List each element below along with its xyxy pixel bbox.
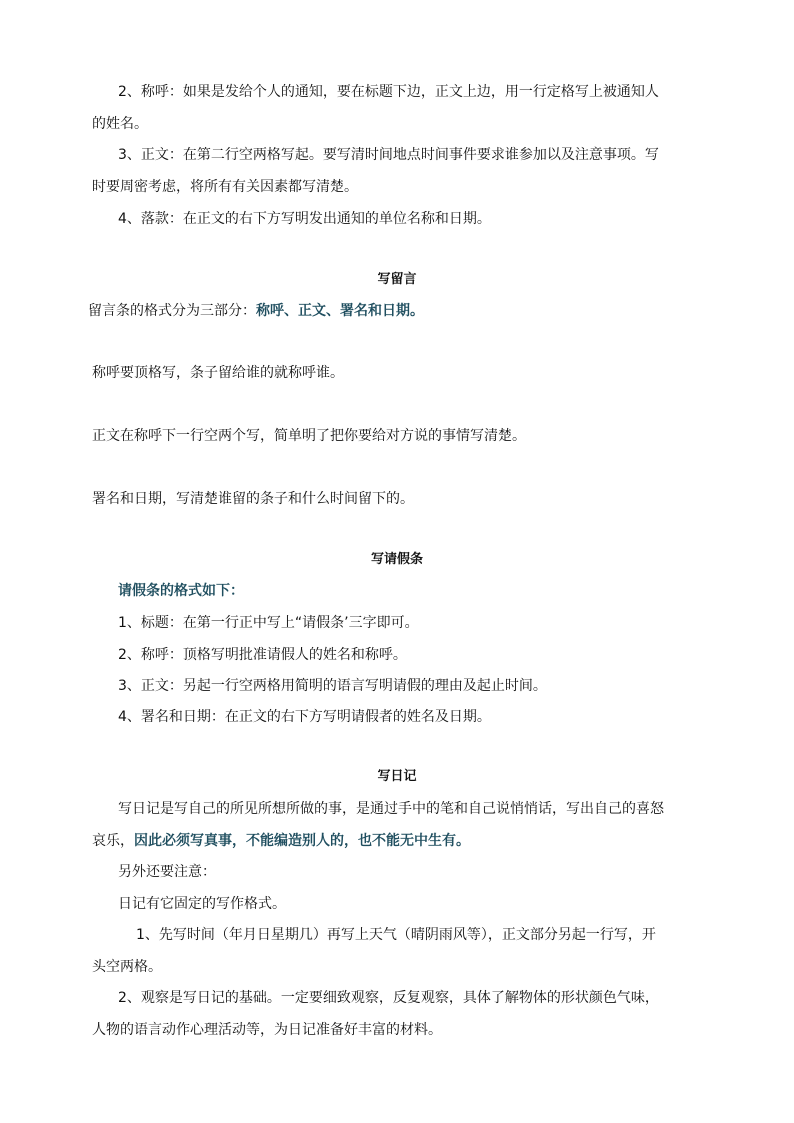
note-intro-text: 留言条的格式分为三部分： — [88, 303, 256, 319]
notice-item2-line2: 的姓名。 — [92, 116, 148, 132]
diary-para3: 日记有它固定的写作格式。 — [118, 896, 286, 912]
notice-item3-line1: 3、正文：在第二行空两格写起。要写清时间地点时间事件要求谁参加以及注意事项。写 — [118, 147, 659, 163]
diary-para1-line2 — [92, 832, 470, 850]
diary-para1-emphasis: 因此必须写真事，不能编造别人的，也不能无中生有。 — [134, 833, 470, 849]
section-title-diary: 写日记 — [377, 769, 417, 784]
diary-para1-line1: 写日记是写自己的所见所想所做的事，是通过手中的笔和自己说悄悄话，写出自己的喜怒 — [118, 801, 664, 817]
note-para1: 称呼要顶格写，条子留给谁的就称呼谁。 — [92, 365, 344, 381]
leave-item1: 1、标题：在第一行正中写上“请假条’三字即可。 — [118, 615, 419, 631]
leave-item2: 2、称呼：顶格写明批准请假人的姓名和称呼。 — [118, 647, 407, 663]
diary-item1-line2: 头空两格。 — [92, 959, 162, 975]
notice-item3-line2: 时要周密考虑，将所有有关因素都写清楚。 — [92, 179, 358, 195]
note-intro-emphasis: 称呼、正文、署名和日期。 — [256, 303, 424, 319]
diary-para1-line2-text: 哀乐， — [92, 833, 134, 849]
leave-item3: 3、正文：另起一行空两格用简明的语言写明请假的理由及起止时间。 — [118, 678, 547, 694]
section-title-leave: 写请假条 — [370, 552, 423, 567]
section-title-note: 写留言 — [377, 272, 417, 287]
notice-item2-line1: 2、称呼：如果是发给个人的通知，要在标题下边，正文上边，用一行定格写上被通知人 — [118, 84, 659, 100]
note-para3: 署名和日期，写清楚谁留的条子和什么时间留下的。 — [92, 491, 414, 507]
note-intro — [88, 302, 424, 320]
note-para2: 正文在称呼下一行空两个写，简单明了把你要给对方说的事情写清楚。 — [92, 428, 526, 444]
diary-item2-line1: 2、观察是写日记的基础。一定要细致观察，反复观察，具体了解物体的形状颜色气味， — [118, 990, 659, 1006]
leave-intro: 请假条的格式如下： — [118, 583, 244, 599]
leave-item4: 4、署名和日期：在正文的右下方写明请假者的姓名及日期。 — [118, 709, 491, 725]
diary-para2: 另外还要注意： — [118, 864, 216, 880]
diary-item1-line1: 1、先写时间（年月日星期几）再写上天气（晴阴雨风等），正文部分另起一行写，开 — [136, 927, 656, 943]
notice-item4: 4、落款：在正文的右下方写明发出通知的单位名称和日期。 — [118, 211, 491, 227]
diary-item2-line2: 人物的语言动作心理活动等，为日记准备好丰富的材料。 — [92, 1022, 442, 1038]
